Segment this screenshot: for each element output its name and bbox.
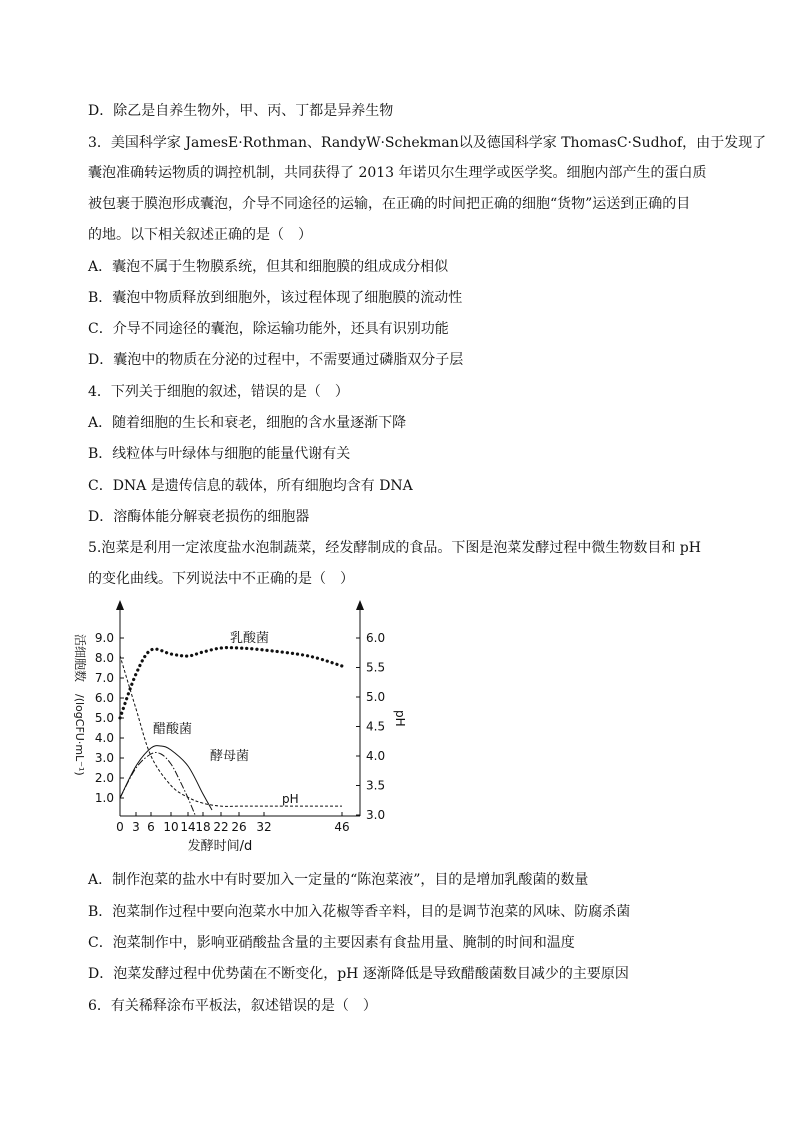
question-stem: 囊泡准确转运物质的调控机制，共同获得了 2013 年诺贝尔生理学或医学奖。细胞内部产生的蛋白质 <box>88 165 707 181</box>
x-tick-label: 46 <box>334 820 350 834</box>
option-line: B．泡菜制作过程中要向泡菜水中加入花椒等香辛料，目的是调节泡菜的风味、防腐杀菌 <box>88 904 631 920</box>
y-axis-right-label: pH <box>393 710 407 727</box>
y-left-tick-label: 4.0 <box>94 731 114 745</box>
y-right-tick-label: 3.5 <box>366 778 386 793</box>
x-tick-label: 0 <box>116 820 124 834</box>
option-line: C．DNA 是遗传信息的载体，所有细胞均含有 DNA <box>88 478 413 494</box>
y-axis-left-label-upper: 活细胞数 <box>73 634 87 683</box>
y-left-tick-label: 3.0 <box>94 751 114 765</box>
y-right-tick-label: 6.0 <box>366 631 386 645</box>
x-tick-label: 10 <box>163 820 179 834</box>
fermentation-chart <box>70 598 407 858</box>
question-stem: 4．下列关于细胞的叙述，错误的是（ ） <box>88 384 349 400</box>
option-line: D．溶酶体能分解衰老损伤的细胞器 <box>88 509 310 525</box>
y-right-tick-label: 5.0 <box>366 690 386 704</box>
x-tick-label: 18 <box>195 820 211 834</box>
option-line: D．囊泡中的物质在分泌的过程中，不需要通过磷脂双分子层 <box>88 352 464 368</box>
x-tick-label: 22 <box>213 820 229 834</box>
y-axis-left-arrow <box>116 600 124 610</box>
question-stem: 的地。以下相关叙述正确的是（ ） <box>88 227 312 243</box>
y-axis-left-label-lower: /(logCFU·mL⁻¹) <box>73 694 86 776</box>
x-tick-label: 14 <box>180 820 196 834</box>
option-line: D．泡菜发酵过程中优势菌在不断变化，pH 逐渐降低是导致醋酸菌数目减少的主要原因 <box>88 966 629 982</box>
option-line: A．制作泡菜的盐水中有时要加入一定量的“陈泡菜液”，目的是增加乳酸菌的数量 <box>88 872 589 888</box>
x-tick-label: 32 <box>256 820 272 834</box>
y-right-tick-label: 3.0 <box>366 808 386 822</box>
option-line: A．囊泡不属于生物膜系统，但其和细胞膜的组成成分相似 <box>88 259 449 275</box>
series-label-acetic: 醋酸菌 <box>153 722 193 737</box>
y-left-tick-label: 8.0 <box>94 651 114 665</box>
x-tick-label: 26 <box>231 820 247 834</box>
series-label-lactic: 乳酸菌 <box>230 631 270 646</box>
y-left-tick-label: 6.0 <box>94 691 114 705</box>
y-right-tick-label: 4.5 <box>366 719 386 734</box>
option-line: B．线粒体与叶绿体与细胞的能量代谢有关 <box>88 446 351 462</box>
x-tick-label: 3 <box>132 820 140 834</box>
question-stem: 3．美国科学家 JamesE·Rothman、RandyW·Schekman以及德国科学家 ThomasC·Sudhof，由于发现了 <box>88 135 767 151</box>
y-left-tick-label: 5.0 <box>94 711 114 725</box>
series-yeast <box>120 746 212 810</box>
y-left-tick-label: 1.0 <box>94 791 114 805</box>
option-line: D．除乙是自养生物外，甲、丙、丁都是异养生物 <box>88 103 394 119</box>
option-line: B．囊泡中物质释放到细胞外，该过程体现了细胞膜的流动性 <box>88 290 463 306</box>
y-left-tick-label: 9.0 <box>94 631 114 645</box>
y-axis-right-arrow <box>356 600 364 610</box>
question-stem: 被包裹于膜泡形成囊泡，介导不同途径的运输，在正确的时间把正确的细胞“货物”运送到正确的目 <box>88 196 691 212</box>
question-stem: 的变化曲线。下列说法中不正确的是（ ） <box>88 571 354 587</box>
series-label-ph: pH <box>282 792 299 806</box>
y-right-tick-label: 4.0 <box>366 749 386 763</box>
series-lactic-acid-bacteria <box>120 648 342 718</box>
option-line: C．介导不同途径的囊泡，除运输功能外，还具有识别功能 <box>88 321 449 337</box>
y-left-tick-label: 2.0 <box>94 771 114 785</box>
option-line: A．随着细胞的生长和衰老，细胞的含水量逐渐下降 <box>88 415 407 431</box>
x-axis-label: 发酵时间/d <box>187 839 253 854</box>
question-stem: 6．有关稀释涂布平板法，叙述错误的是（ ） <box>88 998 377 1014</box>
y-right-tick-label: 5.5 <box>366 660 386 675</box>
option-line: C．泡菜制作中，影响亚硝酸盐含量的主要因素有食盐用量、腌制的时间和温度 <box>88 935 575 951</box>
y-left-tick-label: 7.0 <box>94 671 114 685</box>
x-tick-label: 6 <box>147 820 155 834</box>
question-stem: 5.泡菜是利用一定浓度盐水泡制蔬菜，经发酵制成的食品。下图是泡菜发酵过程中微生物数目和 pH <box>88 540 701 556</box>
series-label-yeast: 酵母菌 <box>210 749 250 764</box>
